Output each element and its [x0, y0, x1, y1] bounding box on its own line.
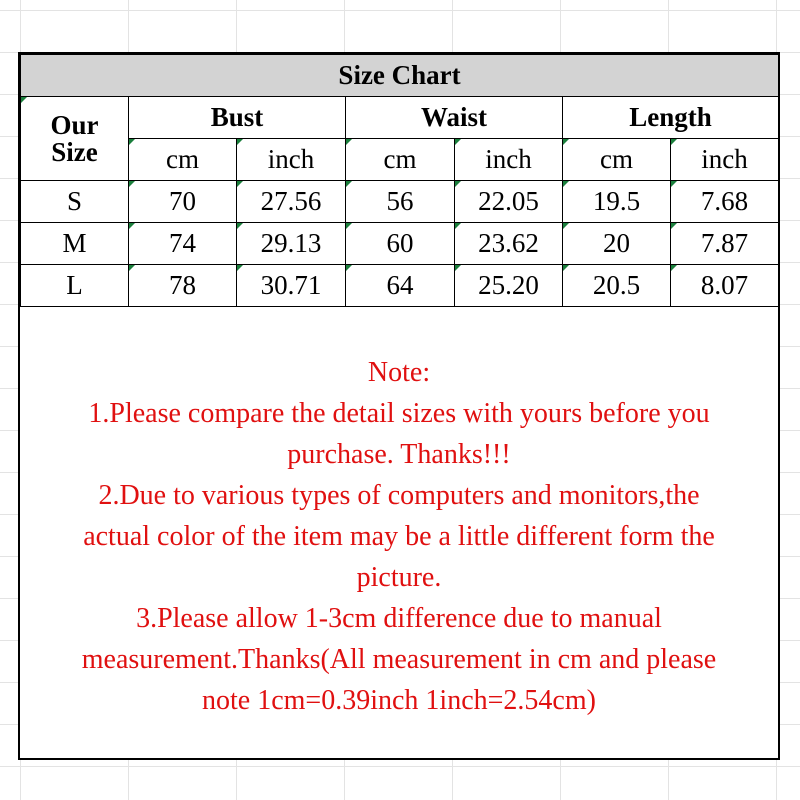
note-line-6: 3.Please allow 1-3cm difference due to manual — [136, 603, 662, 634]
size-header-line-1: Our — [50, 109, 99, 140]
note-section — [20, 306, 778, 721]
table-row — [21, 181, 779, 223]
bust-cm-cell: 74 — [129, 223, 237, 265]
length-inch-cell: 7.68 — [671, 181, 779, 223]
note-heading: Note: — [367, 357, 431, 388]
size-header-line-2: Size — [51, 136, 98, 167]
size-table — [20, 54, 779, 307]
note-line-1: 1.Please compare the detail sizes with yours before you — [88, 398, 710, 429]
size-column-header — [21, 97, 129, 181]
group-header-waist: Waist — [346, 97, 563, 139]
waist-cm-cell: 60 — [346, 223, 455, 265]
bust-cm-cell: 70 — [129, 181, 237, 223]
unit-length-cm: cm — [563, 139, 671, 181]
size-label: S — [21, 181, 129, 223]
note-line-4: actual color of the item may be a little different form the — [83, 521, 715, 552]
group-header-length: Length — [563, 97, 779, 139]
table-title: Size Chart — [21, 55, 779, 97]
bust-inch-cell: 29.13 — [237, 223, 346, 265]
length-inch-cell: 8.07 — [671, 265, 779, 307]
waist-cm-cell: 64 — [346, 265, 455, 307]
bust-inch-cell: 27.56 — [237, 181, 346, 223]
bust-cm-cell: 78 — [129, 265, 237, 307]
table-row — [21, 265, 779, 307]
waist-inch-cell: 22.05 — [455, 181, 563, 223]
unit-bust-cm: cm — [129, 139, 237, 181]
size-label: M — [21, 223, 129, 265]
note-line-5: picture. — [356, 562, 442, 593]
note-line-3: 2.Due to various types of computers and monitors,the — [98, 480, 700, 511]
note-line-7: measurement.Thanks(All measurement in cm and please — [81, 644, 717, 675]
length-cm-cell: 20 — [563, 223, 671, 265]
table-row — [21, 223, 779, 265]
waist-inch-cell: 25.20 — [455, 265, 563, 307]
group-header-bust: Bust — [129, 97, 346, 139]
length-inch-cell: 7.87 — [671, 223, 779, 265]
length-cm-cell: 20.5 — [563, 265, 671, 307]
note-line-2: purchase. Thanks!!! — [287, 439, 511, 470]
unit-bust-inch: inch — [237, 139, 346, 181]
unit-waist-cm: cm — [346, 139, 455, 181]
waist-cm-cell: 56 — [346, 181, 455, 223]
note-line-8: note 1cm=0.39inch 1inch=2.54cm) — [202, 685, 596, 716]
length-cm-cell: 19.5 — [563, 181, 671, 223]
waist-inch-cell: 23.62 — [455, 223, 563, 265]
size-chart-sheet — [18, 52, 780, 760]
size-label: L — [21, 265, 129, 307]
unit-waist-inch: inch — [455, 139, 563, 181]
bust-inch-cell: 30.71 — [237, 265, 346, 307]
unit-length-inch: inch — [671, 139, 779, 181]
